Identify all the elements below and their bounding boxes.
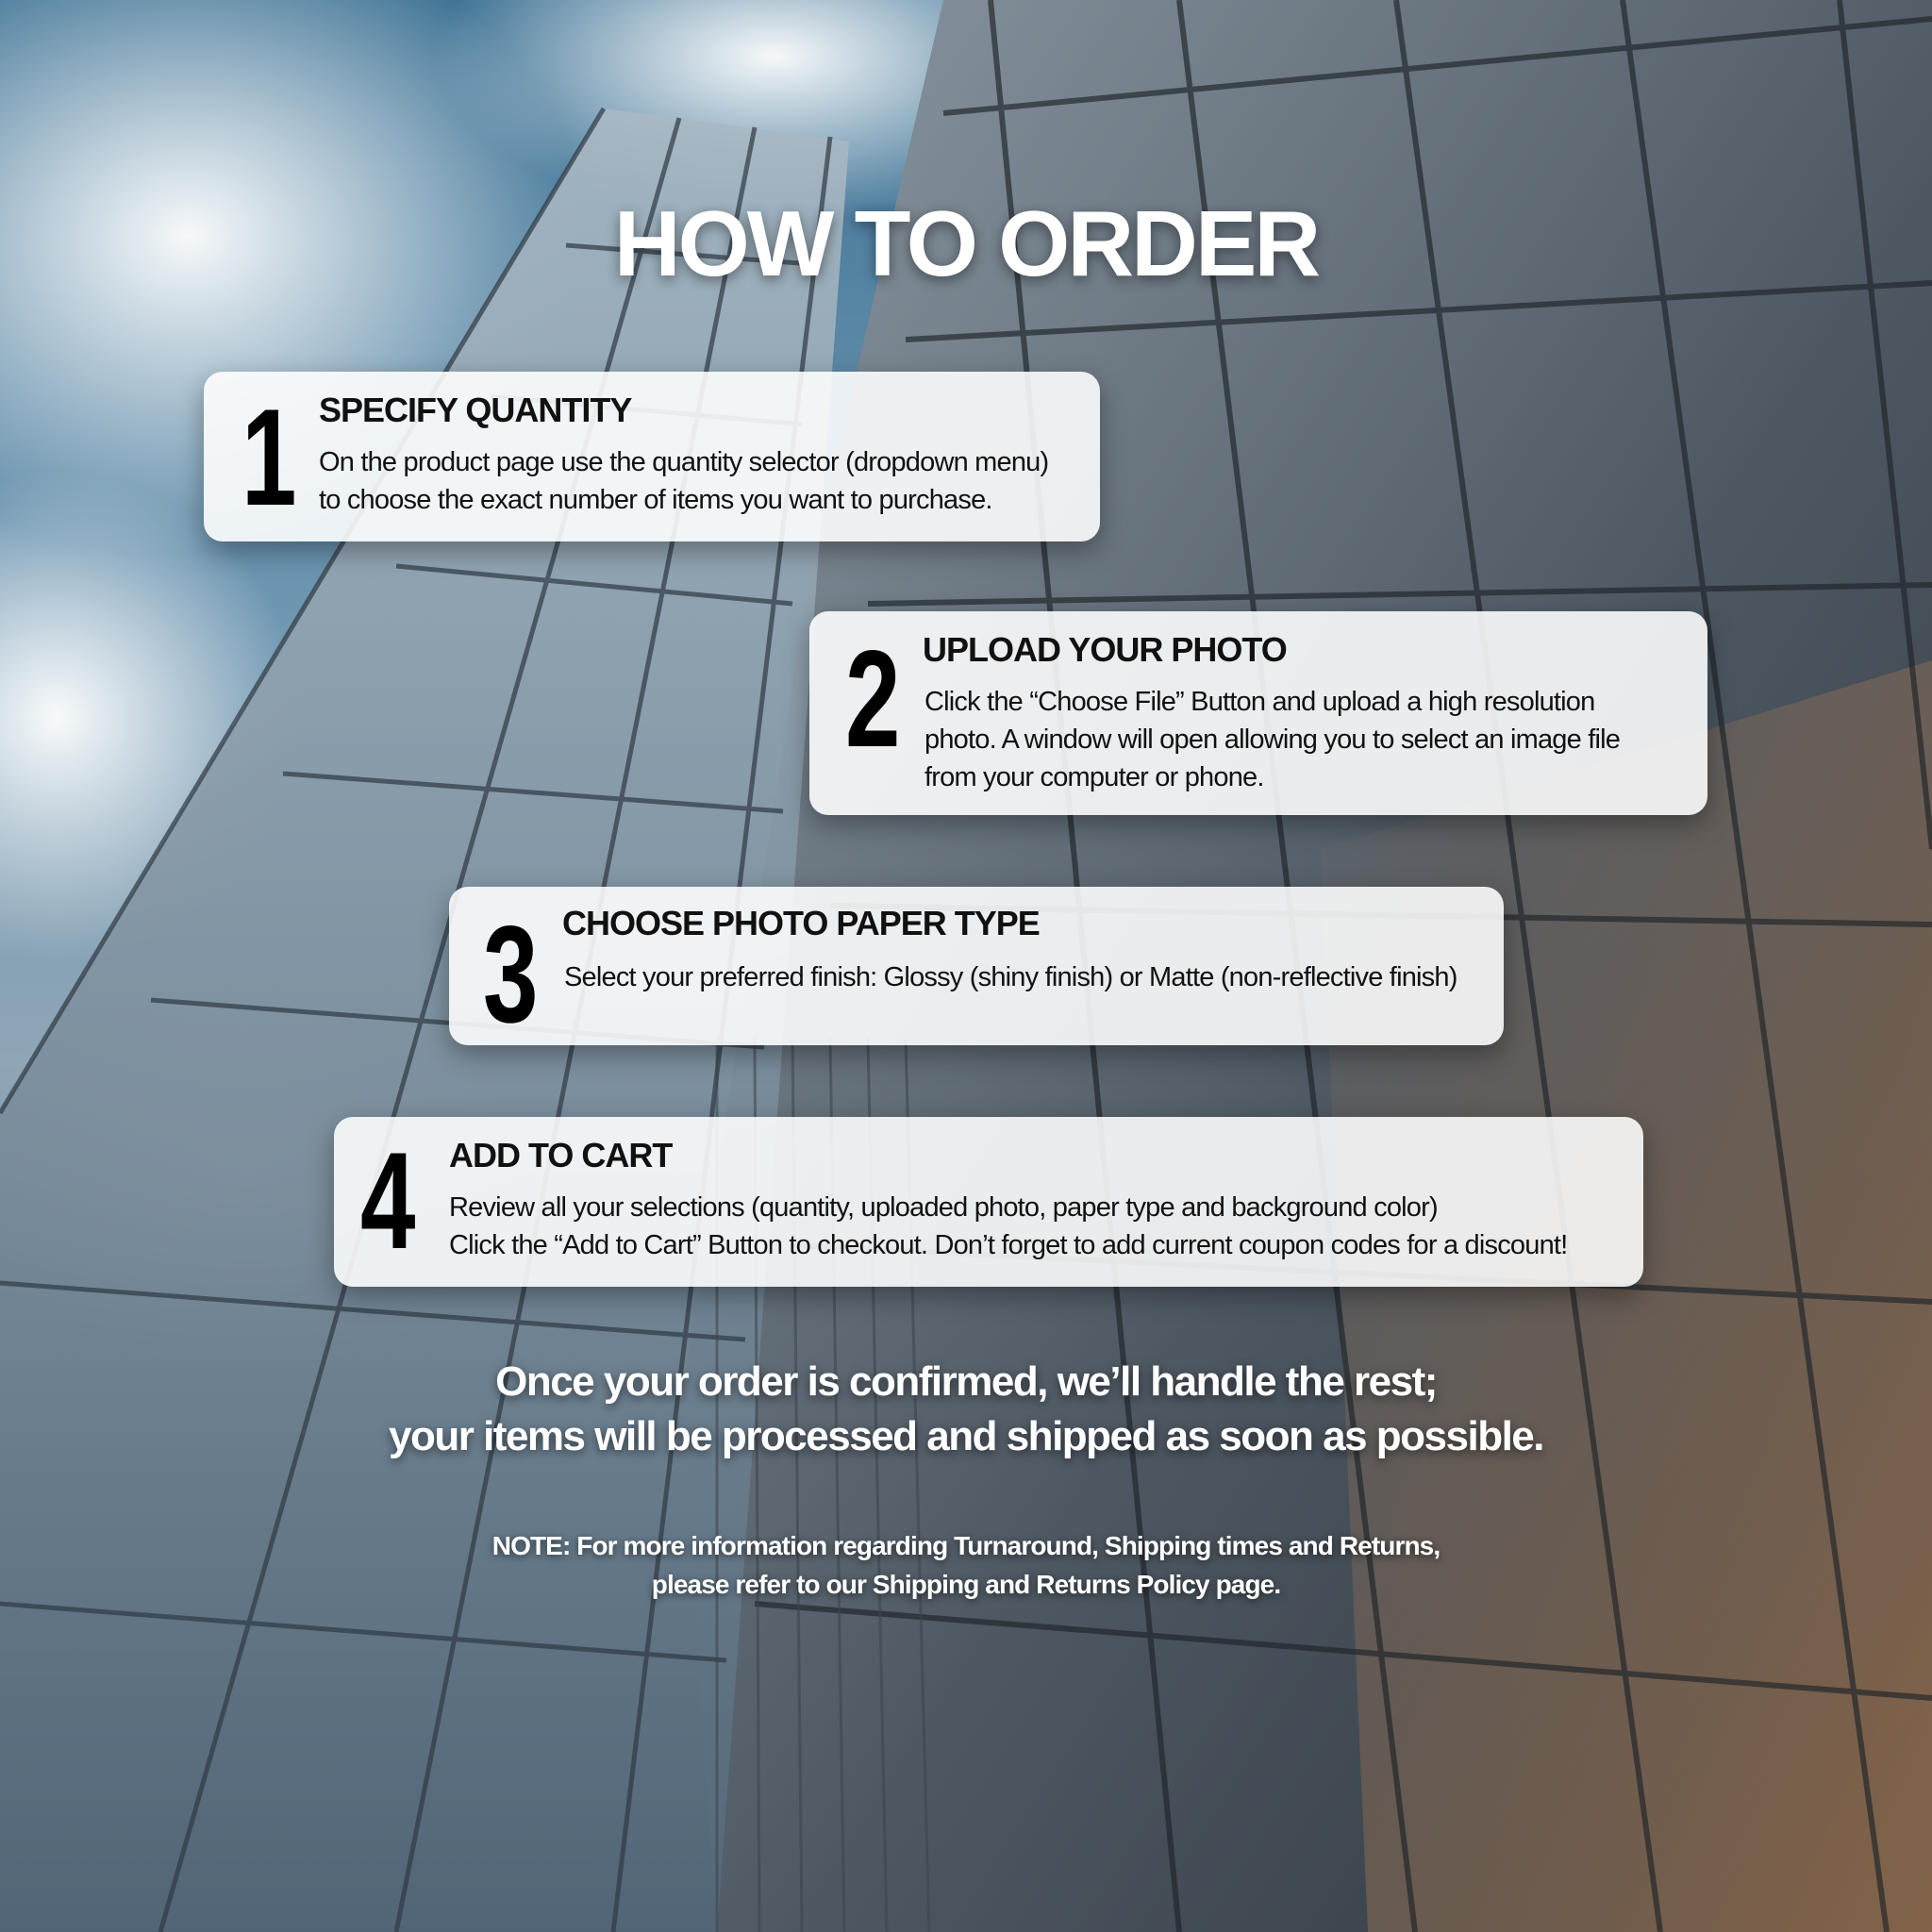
step-description-line: Click the “Add to Cart” Button to checkout. Don’t forget to add current coupon codes for a discount! (449, 1230, 1568, 1260)
note-line: please refer to our Shipping and Returns Policy page. (651, 1570, 1281, 1599)
step-title: UPLOAD YOUR PHOTO (923, 630, 1287, 669)
step-card-4 (334, 1117, 1643, 1287)
closing-line: Once your order is confirmed, we’ll handle the rest; (495, 1358, 1437, 1405)
step-description-line: to choose the exact number of items you want to purchase. (319, 485, 992, 515)
step-card-2 (809, 611, 1707, 815)
step-description (449, 1189, 1567, 1264)
step-card-1 (204, 372, 1100, 541)
note-line: NOTE: For more information regarding Turnaround, Shipping times and Returns, (491, 1531, 1441, 1560)
step-description-line: photo. A window will open allowing you to select an image file (924, 724, 1621, 755)
step-description (564, 958, 1457, 996)
step-description-line: Review all your selections (quantity, uploaded photo, paper type and background color) (449, 1192, 1438, 1223)
step-card-3 (449, 887, 1504, 1051)
step-number: 3 (483, 897, 536, 1051)
page-title: HOW TO ORDER (613, 192, 1319, 295)
step-number: 2 (845, 622, 898, 775)
step-title: CHOOSE PHOTO PAPER TYPE (562, 904, 1040, 942)
step-number: 4 (360, 1124, 413, 1277)
step-title: SPECIFY QUANTITY (319, 391, 632, 429)
step-number: 1 (242, 380, 294, 534)
step-description (924, 683, 1620, 796)
closing-line: your items will be processed and shipped as soon as possible. (389, 1413, 1543, 1459)
step-description-line: Click the “Choose File” Button and upload a high resolution (924, 687, 1595, 717)
step-title: ADD TO CART (449, 1136, 673, 1174)
policy-note (0, 1526, 1932, 1604)
step-description-line: On the product page use the quantity selector (dropdown menu) (319, 447, 1049, 477)
step-description-line: Select your preferred finish: Glossy (shiny finish) or Matte (non-reflective finish) (564, 962, 1457, 992)
closing-message (0, 1355, 1932, 1464)
step-description (319, 443, 1048, 519)
step-description-line: from your computer or phone. (924, 762, 1264, 792)
